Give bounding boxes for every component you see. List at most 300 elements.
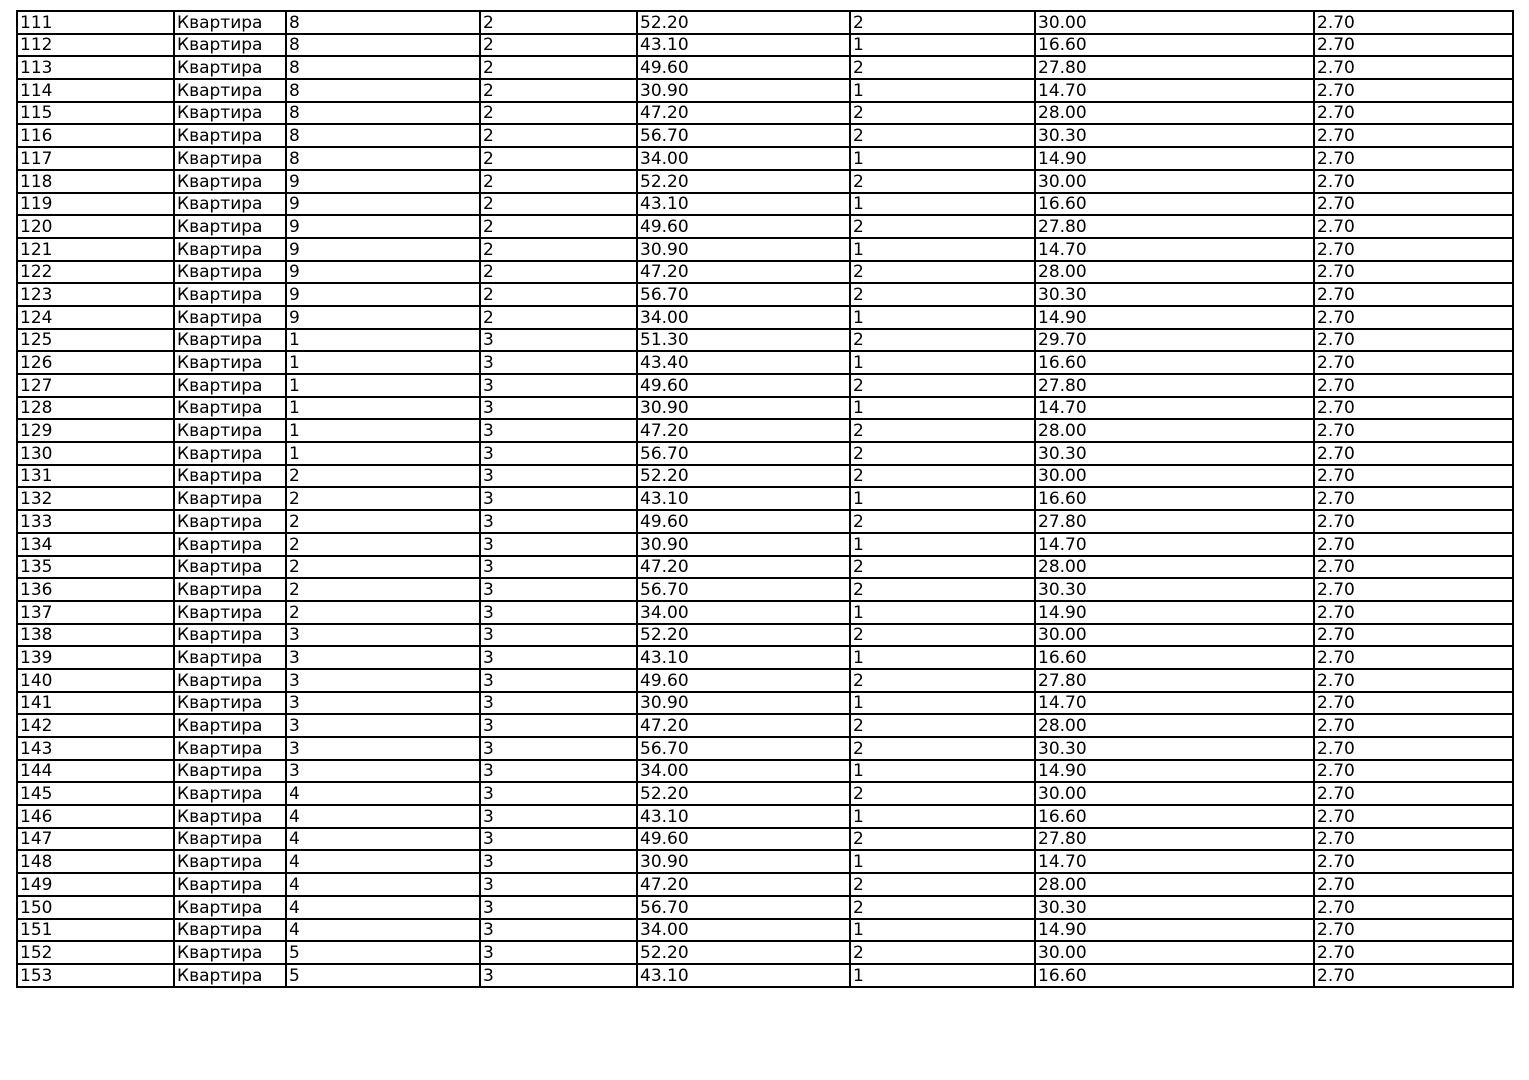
cell-living-area: 27.80: [1035, 669, 1314, 692]
cell-ceiling-height: 2.70: [1314, 102, 1513, 125]
cell-living-area: 14.70: [1035, 397, 1314, 420]
cell-total-area: 49.60: [637, 510, 850, 533]
cell-room-count: 1: [850, 193, 1035, 216]
cell-ceiling-height: 2.70: [1314, 147, 1513, 170]
cell-living-area: 28.00: [1035, 102, 1314, 125]
cell-entrance-number: 2: [286, 601, 480, 624]
cell-entrance-number: 4: [286, 896, 480, 919]
cell-floor-number: 3: [480, 397, 637, 420]
cell-room-count: 2: [850, 714, 1035, 737]
cell-floor-number: 3: [480, 419, 637, 442]
cell-living-area: 30.00: [1035, 465, 1314, 488]
table-row: [17, 374, 1513, 397]
cell-total-area: 43.40: [637, 351, 850, 374]
table-row: [17, 556, 1513, 579]
cell-premises-type: Квартира: [174, 261, 286, 284]
cell-ceiling-height: 2.70: [1314, 329, 1513, 352]
cell-total-area: 34.00: [637, 919, 850, 942]
cell-room-count: 1: [850, 34, 1035, 57]
cell-entrance-number: 3: [286, 624, 480, 647]
cell-entrance-number: 3: [286, 714, 480, 737]
cell-ceiling-height: 2.70: [1314, 487, 1513, 510]
cell-room-count: 2: [850, 11, 1035, 34]
table-row: [17, 850, 1513, 873]
cell-floor-number: 3: [480, 442, 637, 465]
cell-entrance-number: 4: [286, 919, 480, 942]
cell-entrance-number: 8: [286, 34, 480, 57]
cell-floor-number: 3: [480, 782, 637, 805]
cell-apartment-number: 152: [17, 941, 174, 964]
cell-living-area: 16.60: [1035, 34, 1314, 57]
table-row: [17, 805, 1513, 828]
cell-entrance-number: 3: [286, 692, 480, 715]
table-row: [17, 714, 1513, 737]
cell-room-count: 2: [850, 669, 1035, 692]
cell-room-count: 2: [850, 442, 1035, 465]
cell-premises-type: Квартира: [174, 238, 286, 261]
cell-ceiling-height: 2.70: [1314, 941, 1513, 964]
cell-ceiling-height: 2.70: [1314, 533, 1513, 556]
cell-premises-type: Квартира: [174, 283, 286, 306]
cell-apartment-number: 117: [17, 147, 174, 170]
cell-premises-type: Квартира: [174, 442, 286, 465]
cell-ceiling-height: 2.70: [1314, 261, 1513, 284]
cell-premises-type: Квартира: [174, 964, 286, 987]
cell-total-area: 34.00: [637, 147, 850, 170]
table-row: [17, 828, 1513, 851]
table-row: [17, 760, 1513, 783]
cell-total-area: 52.20: [637, 11, 850, 34]
cell-living-area: 30.00: [1035, 782, 1314, 805]
cell-total-area: 52.20: [637, 941, 850, 964]
cell-room-count: 1: [850, 487, 1035, 510]
cell-ceiling-height: 2.70: [1314, 601, 1513, 624]
cell-living-area: 14.70: [1035, 238, 1314, 261]
cell-floor-number: 2: [480, 283, 637, 306]
cell-premises-type: Квартира: [174, 397, 286, 420]
cell-apartment-number: 146: [17, 805, 174, 828]
cell-ceiling-height: 2.70: [1314, 714, 1513, 737]
cell-room-count: 2: [850, 102, 1035, 125]
cell-floor-number: 2: [480, 124, 637, 147]
cell-premises-type: Квартира: [174, 714, 286, 737]
cell-floor-number: 3: [480, 601, 637, 624]
table-row: [17, 919, 1513, 942]
cell-apartment-number: 127: [17, 374, 174, 397]
cell-apartment-number: 122: [17, 261, 174, 284]
cell-total-area: 34.00: [637, 601, 850, 624]
apartments-table: [16, 10, 1514, 988]
cell-premises-type: Квартира: [174, 646, 286, 669]
cell-living-area: 28.00: [1035, 261, 1314, 284]
cell-entrance-number: 9: [286, 170, 480, 193]
cell-premises-type: Квартира: [174, 34, 286, 57]
cell-entrance-number: 9: [286, 193, 480, 216]
cell-floor-number: 3: [480, 941, 637, 964]
table-row: [17, 487, 1513, 510]
cell-apartment-number: 114: [17, 79, 174, 102]
cell-total-area: 43.10: [637, 805, 850, 828]
cell-premises-type: Квартира: [174, 147, 286, 170]
cell-living-area: 14.70: [1035, 692, 1314, 715]
cell-living-area: 16.60: [1035, 646, 1314, 669]
cell-apartment-number: 135: [17, 556, 174, 579]
cell-floor-number: 3: [480, 805, 637, 828]
cell-premises-type: Квартира: [174, 374, 286, 397]
cell-premises-type: Квартира: [174, 102, 286, 125]
cell-floor-number: 3: [480, 760, 637, 783]
table-row: [17, 261, 1513, 284]
cell-entrance-number: 1: [286, 442, 480, 465]
cell-room-count: 2: [850, 578, 1035, 601]
cell-apartment-number: 130: [17, 442, 174, 465]
cell-living-area: 29.70: [1035, 329, 1314, 352]
cell-living-area: 16.60: [1035, 193, 1314, 216]
cell-total-area: 47.20: [637, 419, 850, 442]
cell-entrance-number: 1: [286, 397, 480, 420]
cell-living-area: 16.60: [1035, 964, 1314, 987]
cell-ceiling-height: 2.70: [1314, 578, 1513, 601]
cell-premises-type: Квартира: [174, 215, 286, 238]
cell-ceiling-height: 2.70: [1314, 215, 1513, 238]
cell-ceiling-height: 2.70: [1314, 193, 1513, 216]
cell-apartment-number: 113: [17, 56, 174, 79]
table-row: [17, 442, 1513, 465]
cell-living-area: 27.80: [1035, 215, 1314, 238]
cell-living-area: 30.30: [1035, 124, 1314, 147]
cell-apartment-number: 139: [17, 646, 174, 669]
table-row: [17, 34, 1513, 57]
cell-total-area: 56.70: [637, 442, 850, 465]
cell-floor-number: 3: [480, 646, 637, 669]
cell-entrance-number: 8: [286, 56, 480, 79]
cell-apartment-number: 151: [17, 919, 174, 942]
cell-premises-type: Квартира: [174, 79, 286, 102]
cell-ceiling-height: 2.70: [1314, 510, 1513, 533]
cell-apartment-number: 141: [17, 692, 174, 715]
cell-premises-type: Квартира: [174, 56, 286, 79]
cell-ceiling-height: 2.70: [1314, 850, 1513, 873]
cell-living-area: 30.30: [1035, 737, 1314, 760]
cell-floor-number: 2: [480, 238, 637, 261]
cell-living-area: 16.60: [1035, 487, 1314, 510]
cell-room-count: 2: [850, 782, 1035, 805]
cell-total-area: 52.20: [637, 624, 850, 647]
cell-entrance-number: 8: [286, 147, 480, 170]
cell-entrance-number: 3: [286, 760, 480, 783]
cell-room-count: 2: [850, 56, 1035, 79]
cell-ceiling-height: 2.70: [1314, 283, 1513, 306]
cell-entrance-number: 2: [286, 510, 480, 533]
cell-room-count: 2: [850, 556, 1035, 579]
cell-ceiling-height: 2.70: [1314, 56, 1513, 79]
cell-total-area: 47.20: [637, 556, 850, 579]
cell-entrance-number: 3: [286, 669, 480, 692]
table-row: [17, 238, 1513, 261]
cell-living-area: 30.30: [1035, 896, 1314, 919]
table-row: [17, 624, 1513, 647]
cell-room-count: 2: [850, 896, 1035, 919]
table-row: [17, 329, 1513, 352]
cell-premises-type: Квартира: [174, 760, 286, 783]
cell-entrance-number: 9: [286, 283, 480, 306]
cell-premises-type: Квартира: [174, 941, 286, 964]
table-row: [17, 11, 1513, 34]
cell-premises-type: Квартира: [174, 533, 286, 556]
cell-apartment-number: 116: [17, 124, 174, 147]
cell-total-area: 49.60: [637, 374, 850, 397]
table-row: [17, 397, 1513, 420]
cell-ceiling-height: 2.70: [1314, 442, 1513, 465]
cell-ceiling-height: 2.70: [1314, 737, 1513, 760]
cell-apartment-number: 148: [17, 850, 174, 873]
cell-floor-number: 2: [480, 147, 637, 170]
table-row: [17, 533, 1513, 556]
cell-room-count: 1: [850, 147, 1035, 170]
cell-room-count: 2: [850, 465, 1035, 488]
cell-floor-number: 3: [480, 737, 637, 760]
cell-premises-type: Квартира: [174, 510, 286, 533]
cell-living-area: 14.70: [1035, 533, 1314, 556]
table-row: [17, 646, 1513, 669]
cell-apartment-number: 136: [17, 578, 174, 601]
cell-ceiling-height: 2.70: [1314, 465, 1513, 488]
cell-apartment-number: 140: [17, 669, 174, 692]
cell-ceiling-height: 2.70: [1314, 124, 1513, 147]
cell-floor-number: 3: [480, 624, 637, 647]
cell-living-area: 14.90: [1035, 601, 1314, 624]
cell-room-count: 2: [850, 283, 1035, 306]
cell-floor-number: 2: [480, 215, 637, 238]
cell-room-count: 2: [850, 374, 1035, 397]
cell-ceiling-height: 2.70: [1314, 782, 1513, 805]
cell-apartment-number: 111: [17, 11, 174, 34]
cell-total-area: 56.70: [637, 578, 850, 601]
cell-room-count: 2: [850, 419, 1035, 442]
cell-apartment-number: 118: [17, 170, 174, 193]
cell-floor-number: 3: [480, 578, 637, 601]
table-row: [17, 147, 1513, 170]
table-row: [17, 56, 1513, 79]
cell-ceiling-height: 2.70: [1314, 646, 1513, 669]
cell-total-area: 56.70: [637, 737, 850, 760]
cell-ceiling-height: 2.70: [1314, 828, 1513, 851]
cell-ceiling-height: 2.70: [1314, 919, 1513, 942]
cell-ceiling-height: 2.70: [1314, 692, 1513, 715]
cell-apartment-number: 121: [17, 238, 174, 261]
cell-living-area: 28.00: [1035, 714, 1314, 737]
cell-entrance-number: 9: [286, 238, 480, 261]
cell-ceiling-height: 2.70: [1314, 397, 1513, 420]
table-row: [17, 124, 1513, 147]
cell-apartment-number: 124: [17, 306, 174, 329]
cell-floor-number: 3: [480, 714, 637, 737]
cell-total-area: 47.20: [637, 261, 850, 284]
cell-total-area: 51.30: [637, 329, 850, 352]
cell-premises-type: Квартира: [174, 692, 286, 715]
cell-living-area: 30.00: [1035, 170, 1314, 193]
cell-room-count: 1: [850, 760, 1035, 783]
cell-living-area: 16.60: [1035, 805, 1314, 828]
cell-floor-number: 3: [480, 510, 637, 533]
cell-ceiling-height: 2.70: [1314, 11, 1513, 34]
cell-apartment-number: 143: [17, 737, 174, 760]
cell-room-count: 1: [850, 79, 1035, 102]
cell-apartment-number: 120: [17, 215, 174, 238]
cell-premises-type: Квартира: [174, 919, 286, 942]
cell-ceiling-height: 2.70: [1314, 306, 1513, 329]
cell-apartment-number: 129: [17, 419, 174, 442]
cell-room-count: 1: [850, 919, 1035, 942]
cell-apartment-number: 133: [17, 510, 174, 533]
cell-premises-type: Квартира: [174, 669, 286, 692]
cell-premises-type: Квартира: [174, 306, 286, 329]
cell-total-area: 49.60: [637, 669, 850, 692]
cell-living-area: 30.00: [1035, 11, 1314, 34]
cell-total-area: 47.20: [637, 714, 850, 737]
cell-ceiling-height: 2.70: [1314, 351, 1513, 374]
cell-total-area: 30.90: [637, 397, 850, 420]
cell-ceiling-height: 2.70: [1314, 805, 1513, 828]
cell-total-area: 56.70: [637, 124, 850, 147]
table-row: [17, 896, 1513, 919]
cell-living-area: 16.60: [1035, 351, 1314, 374]
cell-ceiling-height: 2.70: [1314, 374, 1513, 397]
table-row: [17, 692, 1513, 715]
cell-ceiling-height: 2.70: [1314, 669, 1513, 692]
cell-floor-number: 2: [480, 170, 637, 193]
cell-entrance-number: 2: [286, 487, 480, 510]
cell-room-count: 2: [850, 737, 1035, 760]
cell-total-area: 34.00: [637, 306, 850, 329]
table-row: [17, 669, 1513, 692]
cell-apartment-number: 137: [17, 601, 174, 624]
cell-living-area: 14.70: [1035, 79, 1314, 102]
cell-apartment-number: 153: [17, 964, 174, 987]
cell-entrance-number: 1: [286, 374, 480, 397]
cell-living-area: 28.00: [1035, 556, 1314, 579]
cell-entrance-number: 9: [286, 215, 480, 238]
cell-floor-number: 2: [480, 79, 637, 102]
table-row: [17, 578, 1513, 601]
table-row: [17, 351, 1513, 374]
cell-total-area: 34.00: [637, 760, 850, 783]
cell-floor-number: 3: [480, 828, 637, 851]
cell-living-area: 30.30: [1035, 442, 1314, 465]
table-row: [17, 601, 1513, 624]
cell-room-count: 1: [850, 601, 1035, 624]
cell-premises-type: Квартира: [174, 624, 286, 647]
cell-room-count: 2: [850, 124, 1035, 147]
cell-floor-number: 3: [480, 669, 637, 692]
cell-apartment-number: 119: [17, 193, 174, 216]
cell-entrance-number: 1: [286, 329, 480, 352]
cell-room-count: 1: [850, 397, 1035, 420]
cell-room-count: 2: [850, 510, 1035, 533]
cell-entrance-number: 2: [286, 465, 480, 488]
cell-premises-type: Квартира: [174, 828, 286, 851]
cell-premises-type: Квартира: [174, 11, 286, 34]
table-row: [17, 79, 1513, 102]
cell-floor-number: 3: [480, 896, 637, 919]
table-row: [17, 283, 1513, 306]
cell-total-area: 30.90: [637, 79, 850, 102]
cell-floor-number: 2: [480, 11, 637, 34]
cell-apartment-number: 125: [17, 329, 174, 352]
cell-living-area: 14.70: [1035, 850, 1314, 873]
table-row: [17, 102, 1513, 125]
cell-room-count: 1: [850, 850, 1035, 873]
cell-premises-type: Квартира: [174, 419, 286, 442]
cell-floor-number: 2: [480, 261, 637, 284]
cell-entrance-number: 5: [286, 941, 480, 964]
cell-entrance-number: 8: [286, 11, 480, 34]
cell-ceiling-height: 2.70: [1314, 624, 1513, 647]
cell-premises-type: Квартира: [174, 896, 286, 919]
cell-living-area: 14.90: [1035, 919, 1314, 942]
cell-room-count: 2: [850, 624, 1035, 647]
cell-floor-number: 3: [480, 964, 637, 987]
cell-room-count: 2: [850, 941, 1035, 964]
cell-total-area: 47.20: [637, 873, 850, 896]
cell-premises-type: Квартира: [174, 329, 286, 352]
cell-ceiling-height: 2.70: [1314, 760, 1513, 783]
cell-apartment-number: 128: [17, 397, 174, 420]
table-row: [17, 782, 1513, 805]
cell-room-count: 2: [850, 261, 1035, 284]
cell-premises-type: Квартира: [174, 170, 286, 193]
cell-ceiling-height: 2.70: [1314, 79, 1513, 102]
cell-room-count: 1: [850, 964, 1035, 987]
cell-room-count: 2: [850, 215, 1035, 238]
cell-living-area: 27.80: [1035, 56, 1314, 79]
cell-entrance-number: 8: [286, 79, 480, 102]
cell-entrance-number: 4: [286, 850, 480, 873]
cell-floor-number: 3: [480, 850, 637, 873]
table-row: [17, 873, 1513, 896]
table-row: [17, 419, 1513, 442]
cell-ceiling-height: 2.70: [1314, 238, 1513, 261]
cell-floor-number: 3: [480, 919, 637, 942]
cell-total-area: 30.90: [637, 692, 850, 715]
cell-entrance-number: 2: [286, 578, 480, 601]
cell-living-area: 28.00: [1035, 873, 1314, 896]
table-row: [17, 215, 1513, 238]
cell-entrance-number: 8: [286, 102, 480, 125]
cell-living-area: 30.00: [1035, 941, 1314, 964]
cell-living-area: 27.80: [1035, 828, 1314, 851]
cell-entrance-number: 5: [286, 964, 480, 987]
cell-apartment-number: 131: [17, 465, 174, 488]
cell-premises-type: Квартира: [174, 124, 286, 147]
cell-floor-number: 3: [480, 487, 637, 510]
cell-room-count: 1: [850, 351, 1035, 374]
cell-floor-number: 2: [480, 306, 637, 329]
cell-premises-type: Квартира: [174, 601, 286, 624]
cell-apartment-number: 132: [17, 487, 174, 510]
cell-room-count: 1: [850, 306, 1035, 329]
table-row: [17, 170, 1513, 193]
cell-entrance-number: 3: [286, 646, 480, 669]
cell-floor-number: 2: [480, 102, 637, 125]
cell-ceiling-height: 2.70: [1314, 170, 1513, 193]
cell-total-area: 43.10: [637, 646, 850, 669]
cell-apartment-number: 123: [17, 283, 174, 306]
cell-total-area: 43.10: [637, 487, 850, 510]
cell-premises-type: Квартира: [174, 805, 286, 828]
table-row: [17, 964, 1513, 987]
cell-room-count: 1: [850, 805, 1035, 828]
